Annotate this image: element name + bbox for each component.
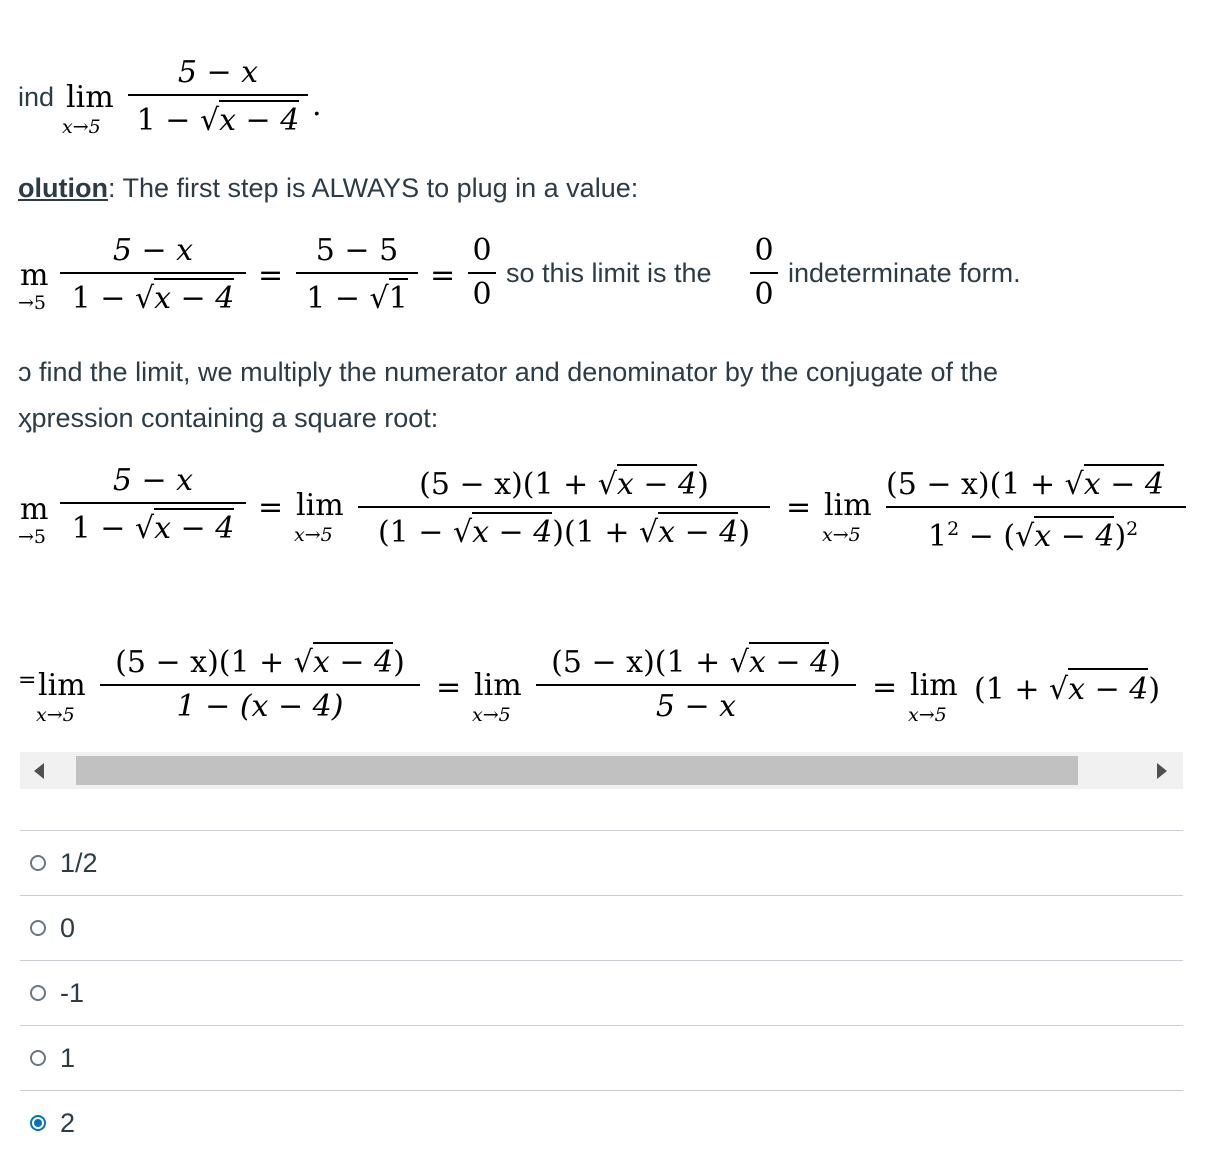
sqrt-radicand: x − 4 — [1068, 668, 1148, 707]
den-part: 1 − — [71, 281, 135, 316]
sqrt-radicand: 1 — [389, 278, 408, 316]
sqrt-radicand: x − 4 — [749, 642, 829, 680]
answer-option[interactable] — [20, 1090, 1183, 1155]
radio-button[interactable] — [30, 985, 46, 1001]
answer-option[interactable] — [20, 1025, 1183, 1090]
num-part: ) — [393, 645, 405, 680]
den-part: 1 − — [306, 281, 370, 316]
num-part: (5 − x)(1 + — [115, 645, 294, 680]
lim-operator: lim — [296, 488, 344, 523]
answer-label: 0 — [60, 912, 76, 943]
exponent: 2 — [1126, 518, 1139, 540]
den-part: (1 − — [377, 515, 453, 550]
fraction-denominator: 0 — [472, 277, 492, 312]
exponent: 2 — [947, 518, 960, 540]
fraction-numerator: (5 − x)(1 + √x − 4) — [100, 642, 420, 680]
step3-fraction-b — [536, 642, 856, 724]
fraction-denominator: $1^2 - (√x - 4)^2$ — [928, 518, 1139, 554]
den-part: ) — [738, 515, 751, 550]
problem-fraction — [128, 56, 308, 138]
eval-fraction — [296, 234, 418, 316]
step1-fraction — [60, 234, 246, 316]
lim-subscript: x→5 — [822, 524, 861, 546]
sqrt-radicand: x − 4 — [472, 512, 552, 550]
fraction-numerator: 5 − 5 — [315, 233, 399, 268]
fraction-numerator: 5 − x — [112, 463, 194, 498]
paragraph-line-2: ӽpression containing a square root: — [18, 403, 439, 433]
num-part: ) — [697, 467, 709, 502]
num-part: (5 − x)(1 + — [886, 467, 1065, 502]
fraction-bar — [296, 272, 418, 274]
num-part: (5 − x)(1 + — [419, 467, 598, 502]
fraction-bar — [60, 502, 246, 504]
answer-label: -1 — [60, 977, 85, 1008]
answer-label: 1/2 — [60, 847, 98, 878]
fraction-numerator: 0 — [472, 233, 492, 268]
final-expression: (1 + √x − 4) — [974, 668, 1160, 707]
fraction-numerator: (5 − x)(1 + √x − 4) — [536, 642, 856, 680]
sqrt-radicand: x − 4 — [1084, 464, 1164, 502]
num-part: ) — [829, 645, 841, 680]
sqrt-radicand: x − 4 — [617, 464, 697, 502]
solution-label: olution — [18, 173, 108, 203]
equals-sign: = — [872, 670, 898, 705]
den-part: 1 − — [71, 511, 135, 546]
expr-part: ) — [1148, 672, 1161, 707]
radio-button[interactable] — [30, 1050, 46, 1066]
equals-sign: = — [258, 490, 284, 525]
fraction-bar — [886, 506, 1186, 508]
scrollbar-thumb[interactable] — [76, 756, 1078, 785]
answer-option[interactable] — [20, 960, 1183, 1025]
answer-option[interactable] — [20, 895, 1183, 960]
fraction-bar — [750, 272, 778, 274]
solution-heading — [18, 173, 638, 204]
answer-option[interactable] — [20, 830, 1183, 895]
expr-part: (1 + — [974, 672, 1049, 707]
step3-fraction-a — [100, 642, 420, 724]
lim-operator: lim — [474, 668, 522, 703]
scroll-left-icon[interactable] — [34, 763, 44, 779]
fraction-denominator: 1 − √1 — [296, 278, 418, 316]
equals-sign: = — [258, 258, 284, 293]
zero-fraction — [468, 234, 496, 312]
den-part: 1 — [928, 519, 948, 554]
equals-fragment: = — [18, 668, 37, 693]
paragraph-line-1: ɔ find the limit, we multiply the numerator and denominator by the conjugate of the — [18, 357, 999, 387]
sqrt-radicand: x − 4 — [1034, 516, 1114, 554]
explanation-paragraph — [18, 349, 998, 441]
radio-button[interactable] — [30, 920, 46, 936]
lim-subscript: x→5 — [294, 524, 333, 546]
sqrt-radicand: x − 4 — [219, 100, 299, 138]
radio-button[interactable] — [30, 855, 46, 871]
fraction-bar — [468, 272, 496, 274]
answer-choices — [20, 830, 1183, 1155]
lim-operator: lim — [38, 668, 86, 703]
fraction-denominator: 5 − x — [655, 689, 737, 724]
fraction-denominator: 1 − √x − 4 — [60, 278, 246, 316]
equals-sign: = — [436, 670, 462, 705]
fraction-denominator: 1 − (x − 4) — [176, 689, 344, 724]
fraction-denominator: 1 − √x − 4 — [128, 100, 308, 138]
fraction-numerator: 5 − x — [112, 233, 194, 268]
lim-fragment: m — [20, 492, 49, 527]
den-part: 1 − — [136, 103, 200, 138]
den-part: )(1 + — [552, 515, 639, 550]
lim-subscript: x→5 — [908, 704, 947, 726]
fraction-denominator: 0 — [754, 277, 774, 312]
lim-fragment: m — [20, 258, 49, 293]
indeterminate-fraction — [750, 234, 778, 312]
lim-subscript: x→5 — [62, 116, 101, 138]
fraction-bar — [536, 684, 856, 686]
den-part: ) — [1114, 519, 1127, 554]
problem-period: . — [312, 88, 322, 123]
sqrt-radicand: x − 4 — [154, 508, 234, 546]
fraction-numerator: 5 − x — [177, 55, 259, 90]
step2-fraction-c — [886, 464, 1186, 554]
answer-label: 2 — [60, 1107, 76, 1138]
den-part: − ( — [959, 519, 1016, 554]
fraction-bar — [128, 94, 308, 96]
fraction-bar — [358, 506, 770, 508]
lim-operator: lim — [910, 668, 958, 703]
answer-label: 1 — [60, 1042, 76, 1073]
step2-fraction-b — [358, 464, 770, 550]
fraction-bar — [100, 684, 420, 686]
step2-fraction-a — [60, 464, 246, 546]
sqrt-radicand: x − 4 — [154, 278, 234, 316]
sqrt-radicand: x − 4 — [313, 642, 393, 680]
lim-operator: lim — [66, 80, 114, 115]
solution-text: : The first step is ALWAYS to plug in a value: — [107, 173, 639, 203]
step1-text-b: indeterminate form. — [788, 258, 1021, 288]
num-part: (5 − x)(1 + — [551, 645, 730, 680]
sqrt-radicand: x − 4 — [658, 512, 738, 550]
fraction-numerator: (5 − x)(1 + √x − 4) — [358, 464, 770, 502]
fraction-denominator: 1 − √x − 4 — [60, 508, 246, 546]
equals-sign: = — [786, 490, 812, 525]
scroll-right-icon[interactable] — [1157, 763, 1167, 779]
lim-subscript: x→5 — [472, 704, 511, 726]
equals-sign: = — [430, 258, 456, 293]
horizontal-scrollbar[interactable] — [20, 752, 1183, 789]
lim-subscript: x→5 — [36, 704, 75, 726]
step1-text-a: so this limit is the — [506, 258, 712, 288]
fraction-numerator: 0 — [754, 233, 774, 268]
problem-prefix: ind — [18, 82, 55, 112]
fraction-numerator: (5 − x)(1 + √x − 4 — [886, 464, 1186, 502]
radio-button-selected[interactable] — [30, 1115, 46, 1131]
lim-sub-fragment: →5 — [18, 526, 47, 548]
lim-operator: lim — [824, 488, 872, 523]
fraction-denominator: (1 − √x − 4)(1 + √x − 4) — [358, 512, 770, 550]
lim-sub-fragment: →5 — [18, 292, 47, 314]
fraction-bar — [60, 272, 246, 274]
